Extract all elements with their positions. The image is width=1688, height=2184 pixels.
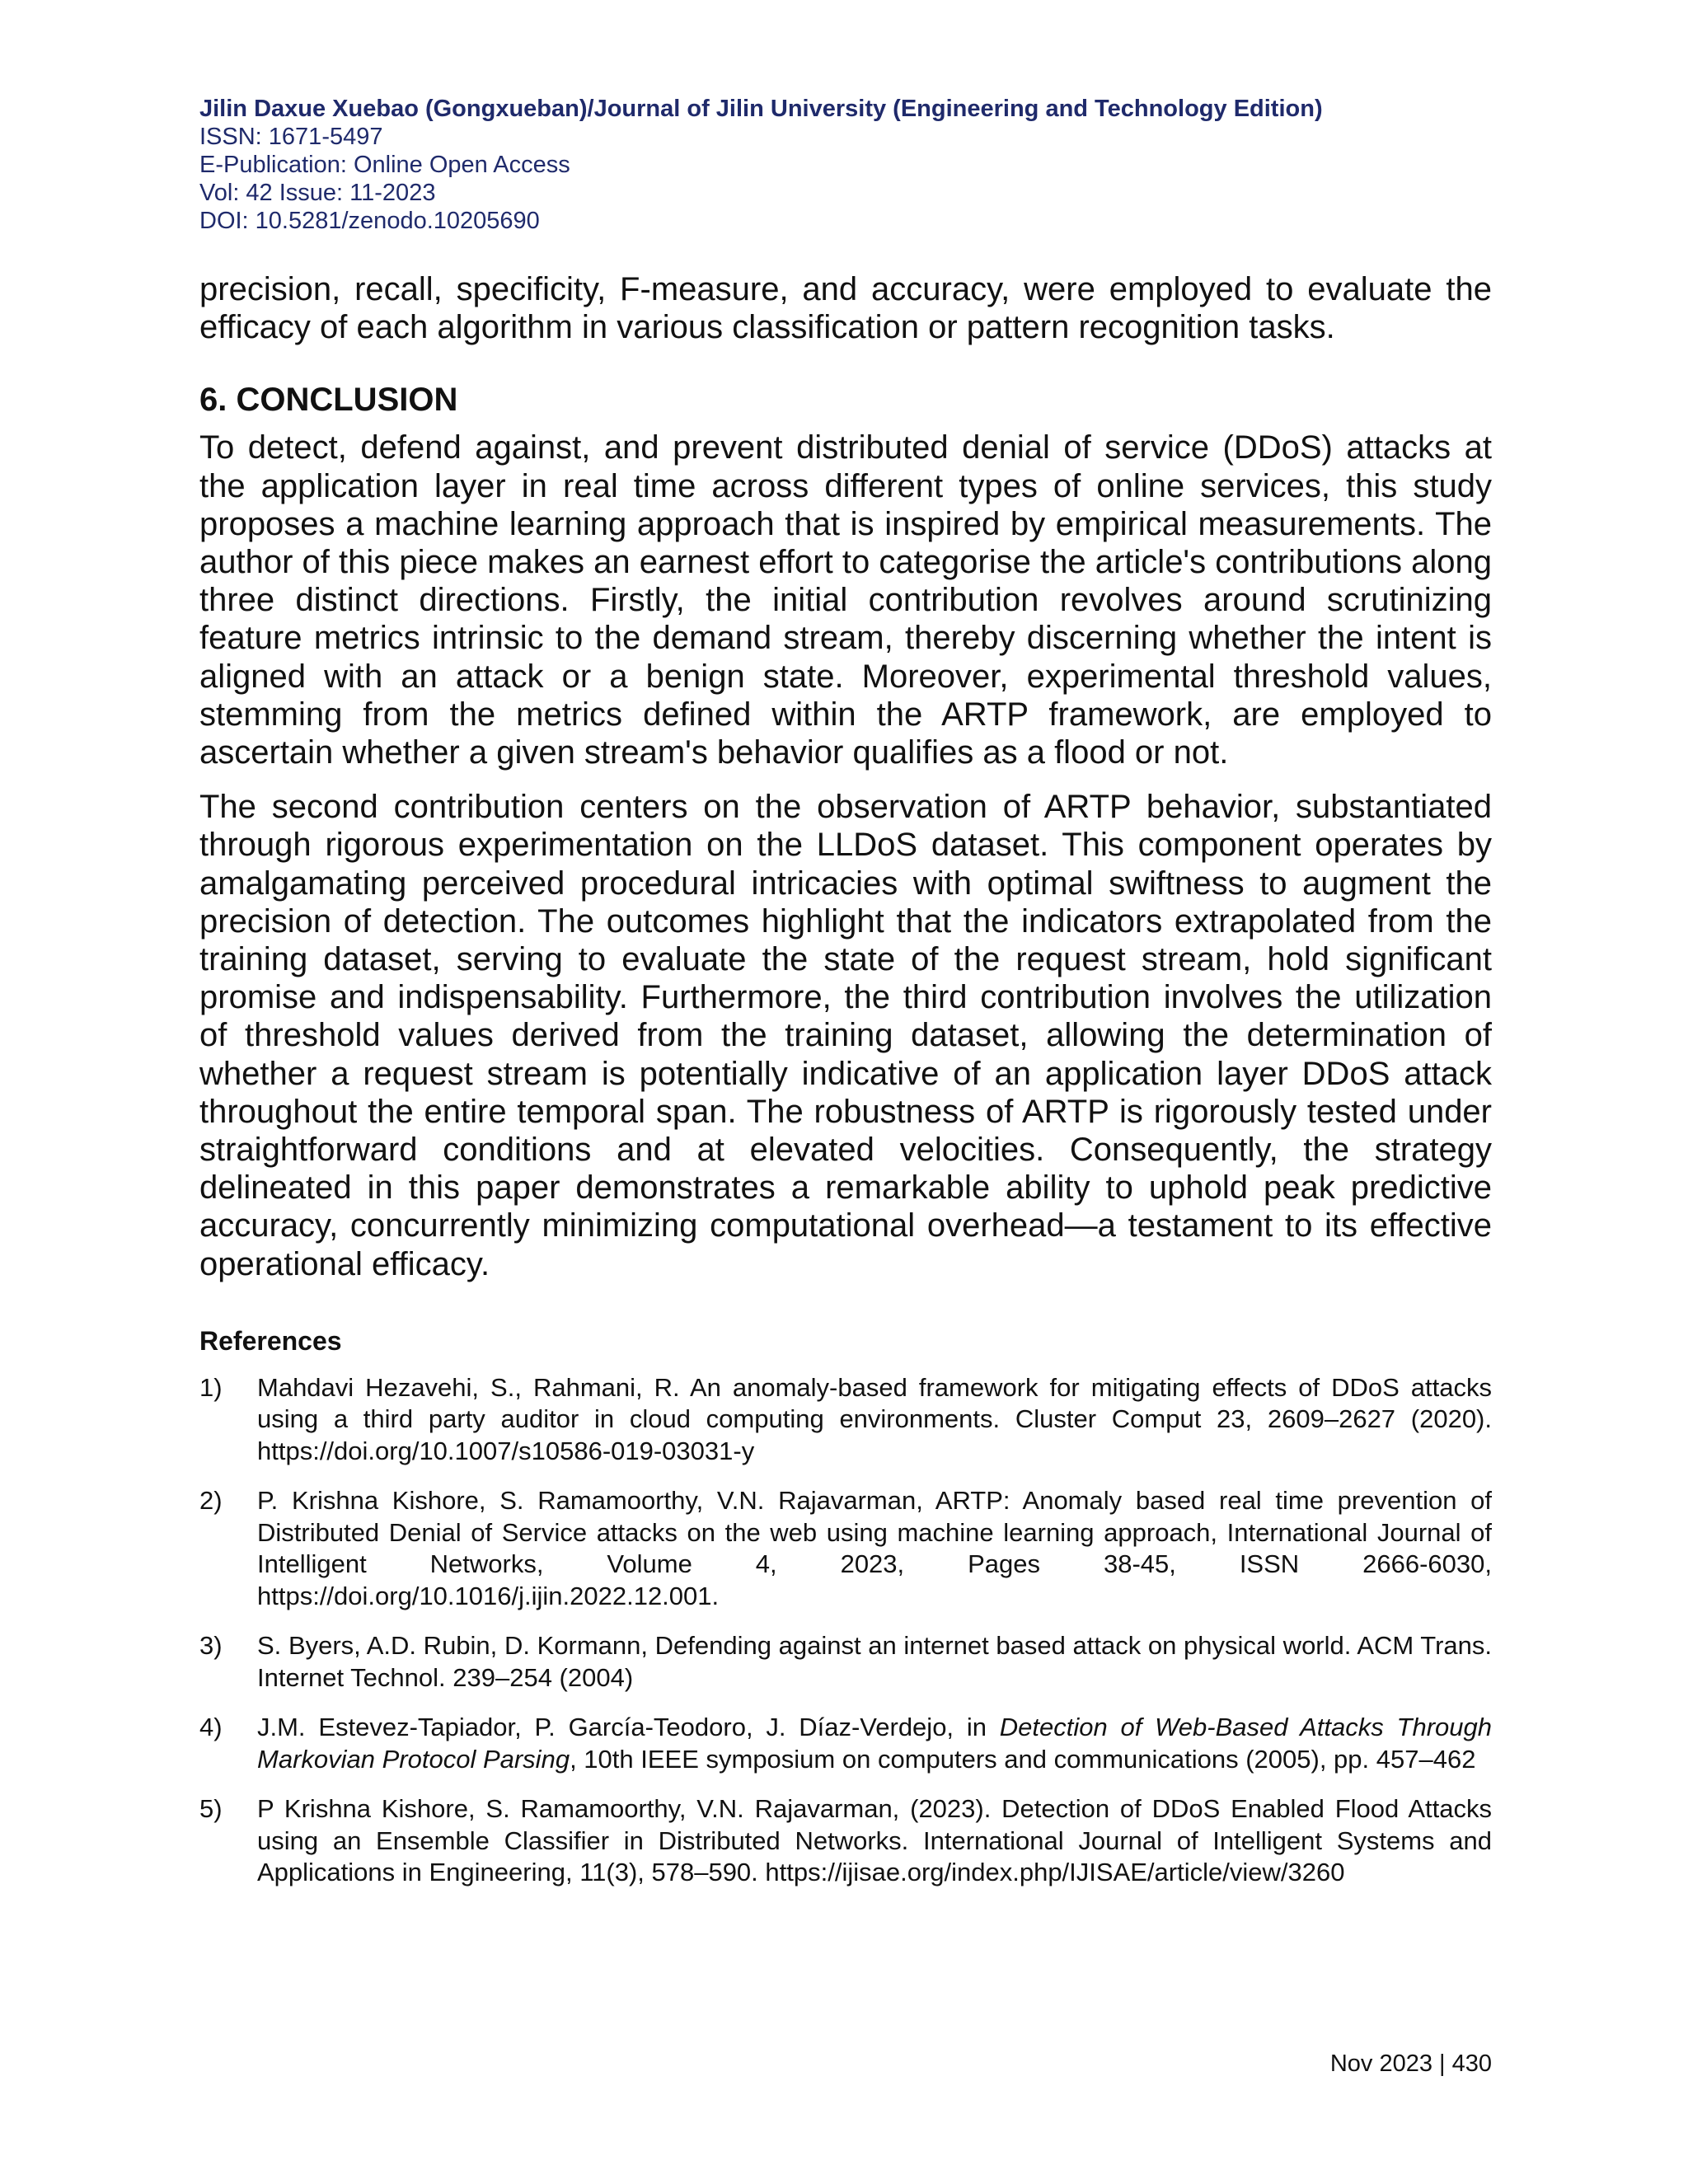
doi: DOI: 10.5281/zenodo.10205690 bbox=[199, 208, 540, 234]
reference-text-authors: J.M. Estevez-Tapiador, P. García-Teodoro, J. Díaz-Verdejo, in bbox=[257, 1713, 1000, 1742]
reference-number: 3) bbox=[199, 1631, 223, 1661]
reference-text: P Krishna Kishore, S. Ramamoorthy, V.N. Rajavarman, (2023). Detection of DDoS Enabled Flood Attacks using an Ensemble Classifier in Distributed Networks. International Journal of Intelligent Systems and Applications in Engineering, 11(3), 578–590. https://ijisae.org/index.php/IJISAE/article/view/3260 bbox=[257, 1794, 1492, 1887]
conclusion-paragraph-1: To detect, defend against, and prevent distributed denial of service (DDoS) attacks at the application layer in real time across different types of online services, this study proposes a machine learning approach that is inspired by empirical measurements. The author of this piece makes an earnest effort to categorise the article's contributions along three distinct directions. Firstly, the initial contribution revolves around scrutinizing feature metrics intrinsic to the demand stream, thereby discerning whether the intent is aligned with an attack or a benign state. Moreover, experimental threshold values, stemming from the metrics defined within the ARTP framework, are employed to ascertain whether a given stream's behavior qualifies as a flood or not. bbox=[199, 429, 1492, 771]
reference-text bbox=[257, 1712, 1492, 1775]
reference-item-4 bbox=[199, 1712, 1492, 1775]
reference-number: 1) bbox=[199, 1372, 223, 1402]
reference-number: 2) bbox=[199, 1486, 223, 1516]
conclusion-paragraph-2: The second contribution centers on the observation of ARTP behavior, substantiated through rigorous experimentation on the LLDoS dataset. This component operates by amalgamating perceived procedural intricacies with optimal swiftness to augment the precision of detection. The outcomes highlight that the indicators extrapolated from the training dataset, serving to evaluate the state of the request stream, hold significant promise and indispensability. Furthermore, the third contribution involves the utilization of threshold values derived from the training dataset, allowing the determination of whether a request stream is potentially indicative of an application layer DDoS attack throughout the entire temporal span. The robustness of ARTP is rigorously tested under straightforward conditions and at elevated velocities. Consequently, the strategy delineated in this paper demonstrates a remarkable ability to uphold peak predictive accuracy, concurrently minimizing computational overhead—a testament to its effective operational efficacy. bbox=[199, 789, 1492, 1282]
reference-item-3 bbox=[199, 1630, 1492, 1694]
reference-text: P. Krishna Kishore, S. Ramamoorthy, V.N. Rajavarman, ARTP: Anomaly based real time prevention of Distributed Denial of Service attacks on the web using machine learning approach, International Journal of Intelligent Networks, Volume 4, 2023, Pages 38-45, ISSN 2666-6030, https://doi.org/10.1016/j.ijin.2022.12.001. bbox=[257, 1486, 1492, 1610]
issn: ISSN: 1671-5497 bbox=[199, 124, 383, 150]
intro-paragraph: precision, recall, specificity, F-measure, and accuracy, were employed to evaluate the efficacy of each algorithm in various classification or pattern recognition tasks. bbox=[199, 271, 1492, 346]
page-footer: Nov 2023 | 430 bbox=[1329, 2050, 1492, 2077]
journal-header bbox=[199, 95, 1492, 235]
page-content bbox=[199, 95, 1492, 1907]
reference-item-2 bbox=[199, 1485, 1492, 1612]
volume-issue: Vol: 42 Issue: 11-2023 bbox=[199, 180, 436, 206]
reference-number: 4) bbox=[199, 1713, 223, 1742]
publication-type: E-Publication: Online Open Access bbox=[199, 152, 570, 178]
reference-text-venue: , 10th IEEE symposium on computers and communications (2005), pp. 457–462 bbox=[570, 1744, 1476, 1774]
reference-number: 5) bbox=[199, 1794, 223, 1824]
reference-item-5 bbox=[199, 1793, 1492, 1889]
references-heading: References bbox=[199, 1325, 342, 1356]
reference-text: S. Byers, A.D. Rubin, D. Kormann, Defending against an internet based attack on physical world. ACM Trans. Internet Technol. 239–254 (2004) bbox=[257, 1631, 1492, 1692]
reference-text: Mahdavi Hezavehi, S., Rahmani, R. An anomaly-based framework for mitigating effects of DDoS attacks using a third party auditor in cloud computing environments. Cluster Comput 23, 2609–2627 (2020). https://doi.org/10.1007/s10586-019-03031-y bbox=[257, 1372, 1492, 1465]
reference-item-1 bbox=[199, 1372, 1492, 1468]
journal-title: Jilin Daxue Xuebao (Gongxueban)/Journal of Jilin University (Engineering and Technology Edition) bbox=[199, 96, 1323, 122]
conclusion-heading: 6. CONCLUSION bbox=[199, 382, 458, 419]
reference-text-italic-title: Detection of Web-Based Attacks Through Markovian Protocol Parsing bbox=[257, 1713, 1492, 1774]
references-list bbox=[199, 1372, 1492, 1889]
